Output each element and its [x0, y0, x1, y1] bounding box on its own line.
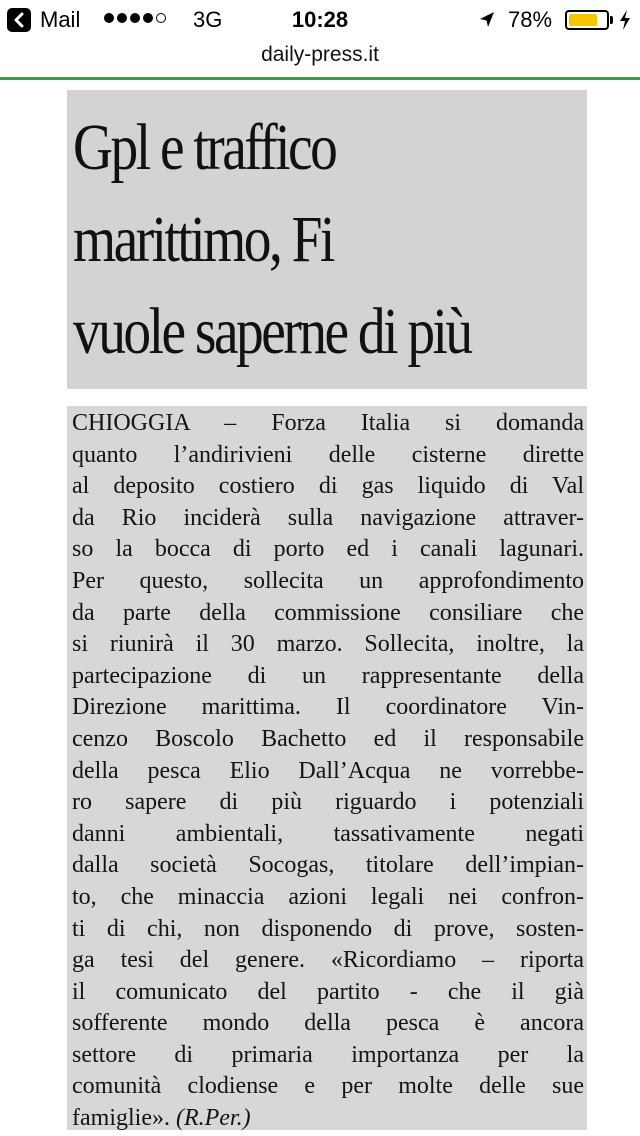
body-line: ro sapere di più riguardo i potenziali: [72, 789, 584, 816]
body-line: to, che minaccia azioni legali nei confron-: [72, 883, 584, 910]
page-load-progress: [0, 77, 640, 80]
battery-tip: [610, 16, 613, 24]
body-line: quanto l’andirivieni delle cisterne dirette: [72, 441, 584, 468]
article-headline: [73, 102, 471, 378]
clock: 10:28: [291, 7, 349, 32]
headline-line: vuole saperne di più: [73, 295, 471, 368]
body-line: settore di primaria importanza per la: [72, 1041, 584, 1068]
headline-line: marittimo, Fi: [73, 203, 333, 276]
body-last-line: [72, 1103, 584, 1135]
body-line: da Rio inciderà sulla navigazione attraver-: [72, 504, 584, 531]
url-text: daily-press.it: [261, 43, 379, 66]
body-line: danni ambientali, tassativamente negati: [72, 820, 584, 847]
body-line: cenzo Boscolo Bachetto ed il responsabile: [72, 725, 584, 752]
battery-percent: 78%: [508, 7, 553, 32]
location-arrow-icon: [478, 10, 496, 30]
body-line: ti di chi, non disponendo di prove, sosten-: [72, 915, 584, 942]
body-line: ga tesi del genere. «Ricordiamo – riporta: [72, 947, 584, 974]
body-line: si riunirà il 30 marzo. Sollecita, inoltre, la: [72, 631, 584, 658]
body-line: so la bocca di porto ed i canali lagunari.: [72, 536, 584, 563]
network-type: 3G: [193, 7, 223, 32]
battery-level-fill: [569, 14, 597, 26]
body-line: Direzione marittima. Il coordinatore Vin-: [72, 694, 584, 721]
article-body: [72, 408, 584, 1135]
headline-line: Gpl e traffico: [73, 111, 336, 184]
byline: (R.Per.): [175, 1105, 251, 1132]
article-body-clipping: [67, 406, 587, 1130]
status-bar: [0, 0, 640, 40]
body-line: CHIOGGIA – Forza Italia si domanda: [72, 410, 584, 436]
body-line: Per questo, sollecita un approfondimento: [72, 567, 584, 594]
body-line: sofferente mondo della pesca è ancora: [72, 1010, 584, 1037]
body-line: il comunicato del partito - che il già: [72, 978, 584, 1005]
body-line: della pesca Elio Dall’Acqua ne vorrebbe-: [72, 757, 584, 784]
body-line: da parte della commissione consiliare che: [72, 599, 584, 626]
charging-bolt-icon: [618, 9, 632, 31]
headline-clipping: [67, 90, 587, 389]
back-app-label[interactable]: Mail: [40, 7, 81, 32]
body-line: partecipazione di un rappresentante della: [72, 662, 584, 689]
address-bar[interactable]: [0, 40, 640, 78]
body-line-text: famiglie».: [72, 1105, 170, 1132]
body-line: dalla società Socogas, titolare dell’impian-: [72, 852, 584, 879]
body-line: comunità clodiense e per molte delle sue: [72, 1073, 584, 1100]
body-line: al deposito costiero di gas liquido di Val: [72, 473, 584, 500]
battery-icon: [565, 10, 609, 30]
